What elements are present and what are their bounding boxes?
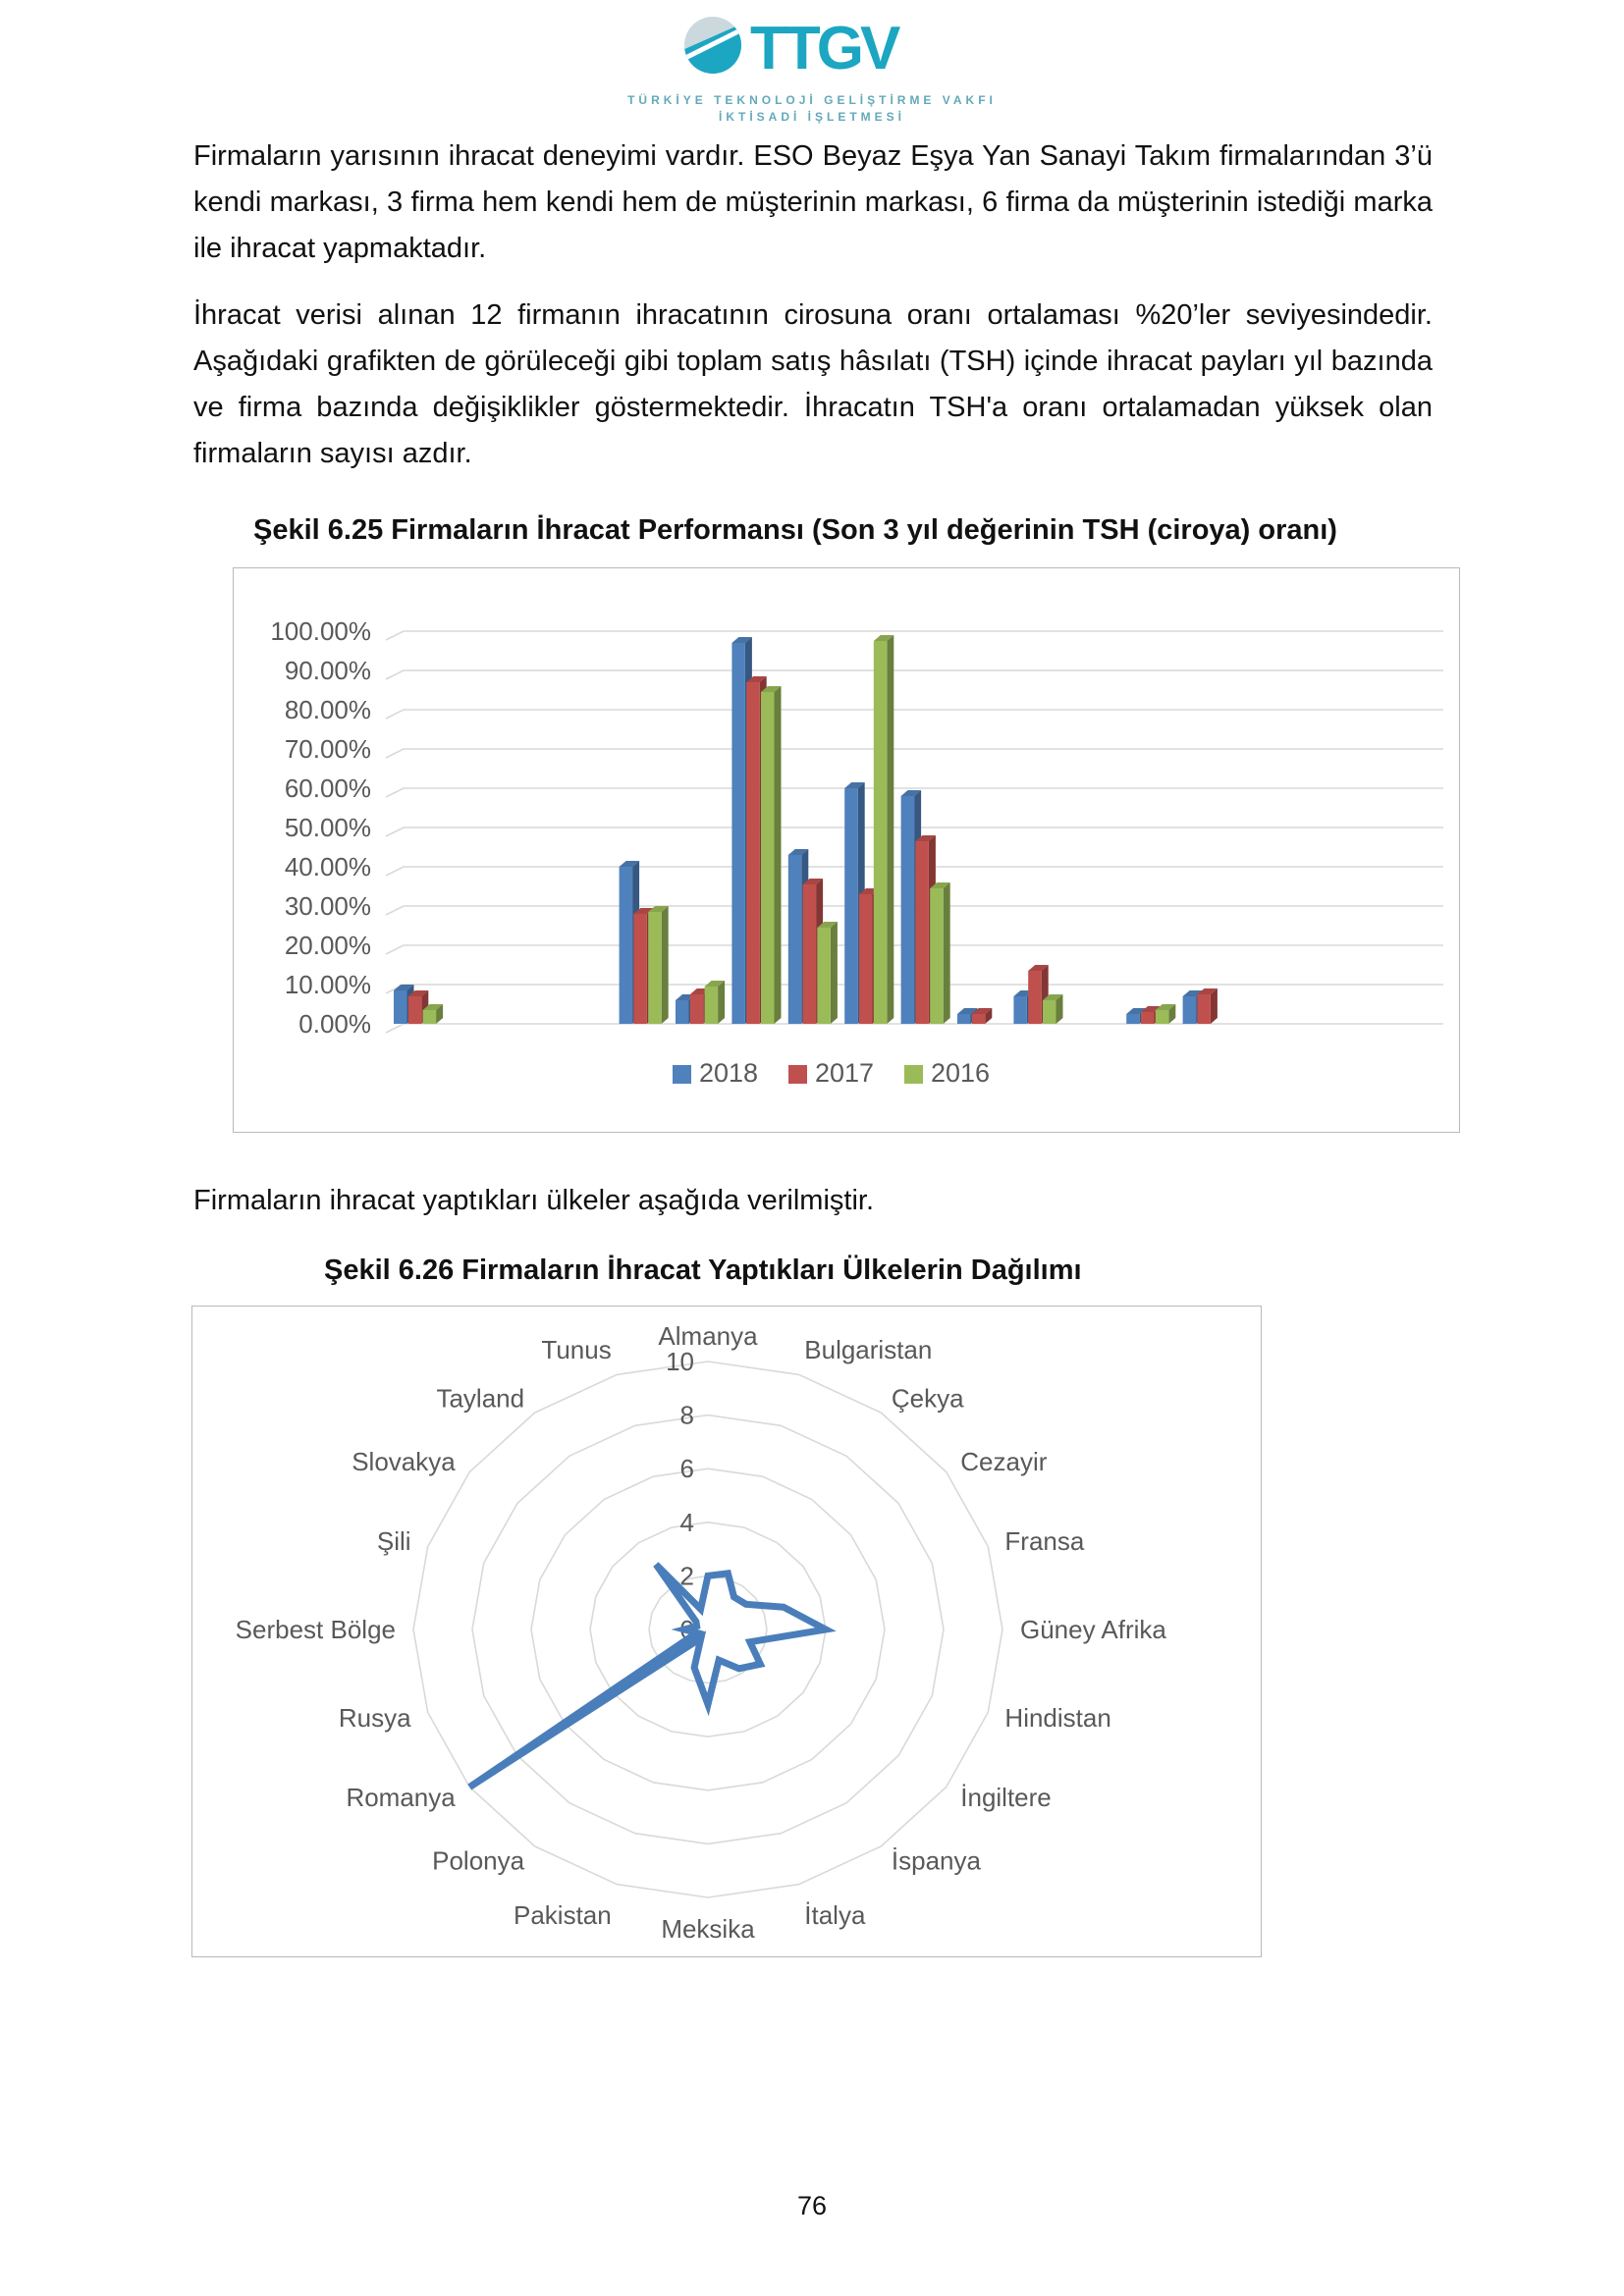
radar-ring: [413, 1362, 1002, 1897]
bar-2018-firm9: [844, 788, 858, 1024]
bar-2017-firm11: [972, 1014, 986, 1024]
bar-ytick-label: 80.00%: [284, 695, 371, 724]
legend-swatch-2016: [904, 1065, 923, 1084]
bar-2017-firm5: [633, 914, 647, 1024]
bar-2016-firm1: [423, 1010, 437, 1024]
bar-2018-firm14: [1126, 1014, 1140, 1024]
bar-2017-firm12: [1028, 971, 1042, 1024]
radar-axis-label-8: İspanya: [891, 1845, 981, 1876]
radar-rtick-label: 4: [679, 1507, 694, 1537]
paragraph-2: İhracat verisi alınan 12 firmanın ihracatının cirosuna oranı ortalaması %20’ler seviyesindedir. Aşağıdaki grafikten de görüleceği gibi toplam satış hâsılatı (TSH) içinde ihracat payları yıl bazında ve firma bazında değişiklikler göstermektedir. İhracatın TSH'a oranı ortalamadan yüksek olan firmaların sayısı azdır.: [193, 299, 1433, 469]
radar-axis-label-13: Romanya: [346, 1783, 456, 1813]
bar-ytick-label: 60.00%: [284, 774, 371, 803]
bar-2018-firm6: [676, 1000, 689, 1024]
figure2-title: Şekil 6.26 Firmaların İhracat Yaptıkları Ülkelerin Dağılımı: [324, 1255, 1082, 1286]
bar-2017-firm7: [746, 682, 760, 1024]
bar-gridline: [386, 749, 1443, 758]
radar-axis-label-14: Rusya: [338, 1702, 411, 1733]
logo-tagline-line1: TÜRKİYE TEKNOLOJİ GELİŞTİRME VAKFI: [627, 93, 997, 107]
bar-ytick-label: 90.00%: [284, 656, 371, 685]
radar-axis-label-9: İtalya: [804, 1899, 866, 1930]
radar-axis-label-12: Polonya: [432, 1845, 525, 1876]
radar-ring: [472, 1415, 944, 1844]
bar-chart-figure: [233, 567, 1460, 1133]
bar-2017-firm1: [408, 996, 422, 1024]
radar-axis-label-6: Hindistan: [1004, 1702, 1111, 1733]
bar-2016-firm10: [930, 888, 944, 1024]
bar-2016-firm12: [1043, 1000, 1056, 1024]
bar-side-face: [944, 882, 950, 1024]
radar-axis-label-4: Fransa: [1004, 1526, 1085, 1557]
bar-gridline: [386, 1024, 1443, 1033]
bar-2016-firm8: [817, 928, 831, 1024]
bar-gridline: [386, 670, 1443, 679]
bar-ytick-label: 40.00%: [284, 852, 371, 881]
bar-side-face: [1211, 988, 1218, 1024]
paragraph-1: Firmaların yarısının ihracat deneyimi vardır. ESO Beyaz Eşya Yan Sanayi Takım firmalarından 3’ü kendi markası, 3 firma hem kendi hem de müşterinin markası, 6 firma da müşterinin istediği marka ile ihracat yapmaktadır.: [193, 140, 1433, 264]
radar-chart-canvas: [192, 1307, 1261, 1956]
figure1-title: Şekil 6.25 Firmaların İhracat Performansı (Son 3 yıl değerinin TSH (ciroya) oranı): [253, 514, 1337, 546]
paragraph-3: Firmaların ihracat yaptıkları ülkeler aşağıda verilmiştir.: [193, 1185, 875, 1216]
bar-2017-firm14: [1141, 1012, 1155, 1024]
radar-axis-label-17: Slovakya: [352, 1446, 456, 1476]
bar-side-face: [775, 686, 782, 1024]
bar-ytick-label: 10.00%: [284, 970, 371, 999]
bar-2017-firm9: [859, 894, 873, 1024]
radar-axis-label-2: Çekya: [891, 1383, 964, 1414]
radar-axis-label-10: Meksika: [661, 1914, 755, 1944]
radar-axis-label-0: Almanya: [658, 1321, 758, 1351]
ttgv-logo-icon: [679, 8, 945, 86]
logo-brand-text: TTGV: [750, 15, 897, 82]
radar-data-polygon: [469, 1565, 826, 1788]
bar-ytick-label: 20.00%: [284, 931, 371, 960]
bar-ytick-label: 70.00%: [284, 734, 371, 764]
bar-2018-firm8: [788, 855, 802, 1024]
bar-ytick-label: 30.00%: [284, 891, 371, 921]
bar-2018-firm11: [957, 1014, 971, 1024]
radar-axis-label-3: Cezayir: [960, 1446, 1048, 1476]
radar-axis-label-16: Şili: [376, 1526, 411, 1557]
ttgv-logo: [0, 8, 1624, 125]
radar-chart-figure: [191, 1306, 1262, 1957]
radar-rtick-label: 8: [679, 1400, 694, 1430]
radar-axis-label-5: Güney Afrika: [1020, 1615, 1166, 1644]
bar-2018-firm10: [901, 796, 915, 1024]
bar-2018-firm7: [731, 643, 745, 1024]
logo-tagline-line2: İKTİSADİ İŞLETMESİ: [718, 110, 905, 124]
bar-side-face: [718, 981, 725, 1024]
legend-swatch-2018: [673, 1065, 691, 1084]
radar-axis-label-7: İngiltere: [960, 1783, 1052, 1813]
radar-rtick-label: 6: [679, 1454, 694, 1484]
legend-label-2017: 2017: [815, 1058, 875, 1088]
radar-axis-label-1: Bulgaristan: [804, 1335, 933, 1365]
radar-axis-label-19: Tunus: [541, 1335, 612, 1365]
bar-2017-firm15: [1197, 994, 1211, 1024]
bar-2017-firm6: [690, 994, 704, 1024]
bar-side-face: [831, 922, 838, 1024]
bar-2018-firm1: [394, 990, 407, 1024]
bar-ytick-label: 0.00%: [298, 1009, 371, 1039]
radar-rtick-label: 2: [679, 1561, 694, 1591]
bar-side-face: [662, 906, 669, 1024]
bar-2016-firm5: [648, 912, 662, 1024]
bar-gridline: [386, 631, 1443, 640]
bar-2017-firm10: [915, 841, 929, 1024]
legend-label-2016: 2016: [931, 1058, 991, 1088]
bar-2017-firm8: [803, 884, 817, 1024]
bar-2018-firm5: [620, 867, 633, 1024]
bar-2016-firm9: [874, 641, 888, 1024]
bar-2016-firm14: [1156, 1010, 1169, 1024]
bar-2018-firm12: [1013, 996, 1027, 1024]
radar-axis-label-15: Serbest Bölge: [235, 1615, 396, 1644]
bar-2016-firm7: [761, 692, 775, 1024]
page-number: 76: [796, 2191, 828, 2220]
radar-rtick-label: 0: [679, 1615, 694, 1644]
radar-rtick-label: 10: [666, 1347, 694, 1376]
bar-ytick-label: 100.00%: [270, 616, 371, 646]
bar-side-face: [887, 635, 893, 1024]
bar-2018-firm15: [1183, 996, 1197, 1024]
bar-ytick-label: 50.00%: [284, 813, 371, 842]
bar-chart-canvas: [234, 568, 1459, 1132]
radar-axis-label-11: Pakistan: [513, 1899, 612, 1930]
legend-swatch-2017: [788, 1065, 807, 1084]
radar-axis-label-18: Tayland: [436, 1383, 525, 1414]
bar-gridline: [386, 710, 1443, 719]
legend-label-2018: 2018: [699, 1058, 759, 1088]
bar-2016-firm6: [705, 987, 719, 1024]
